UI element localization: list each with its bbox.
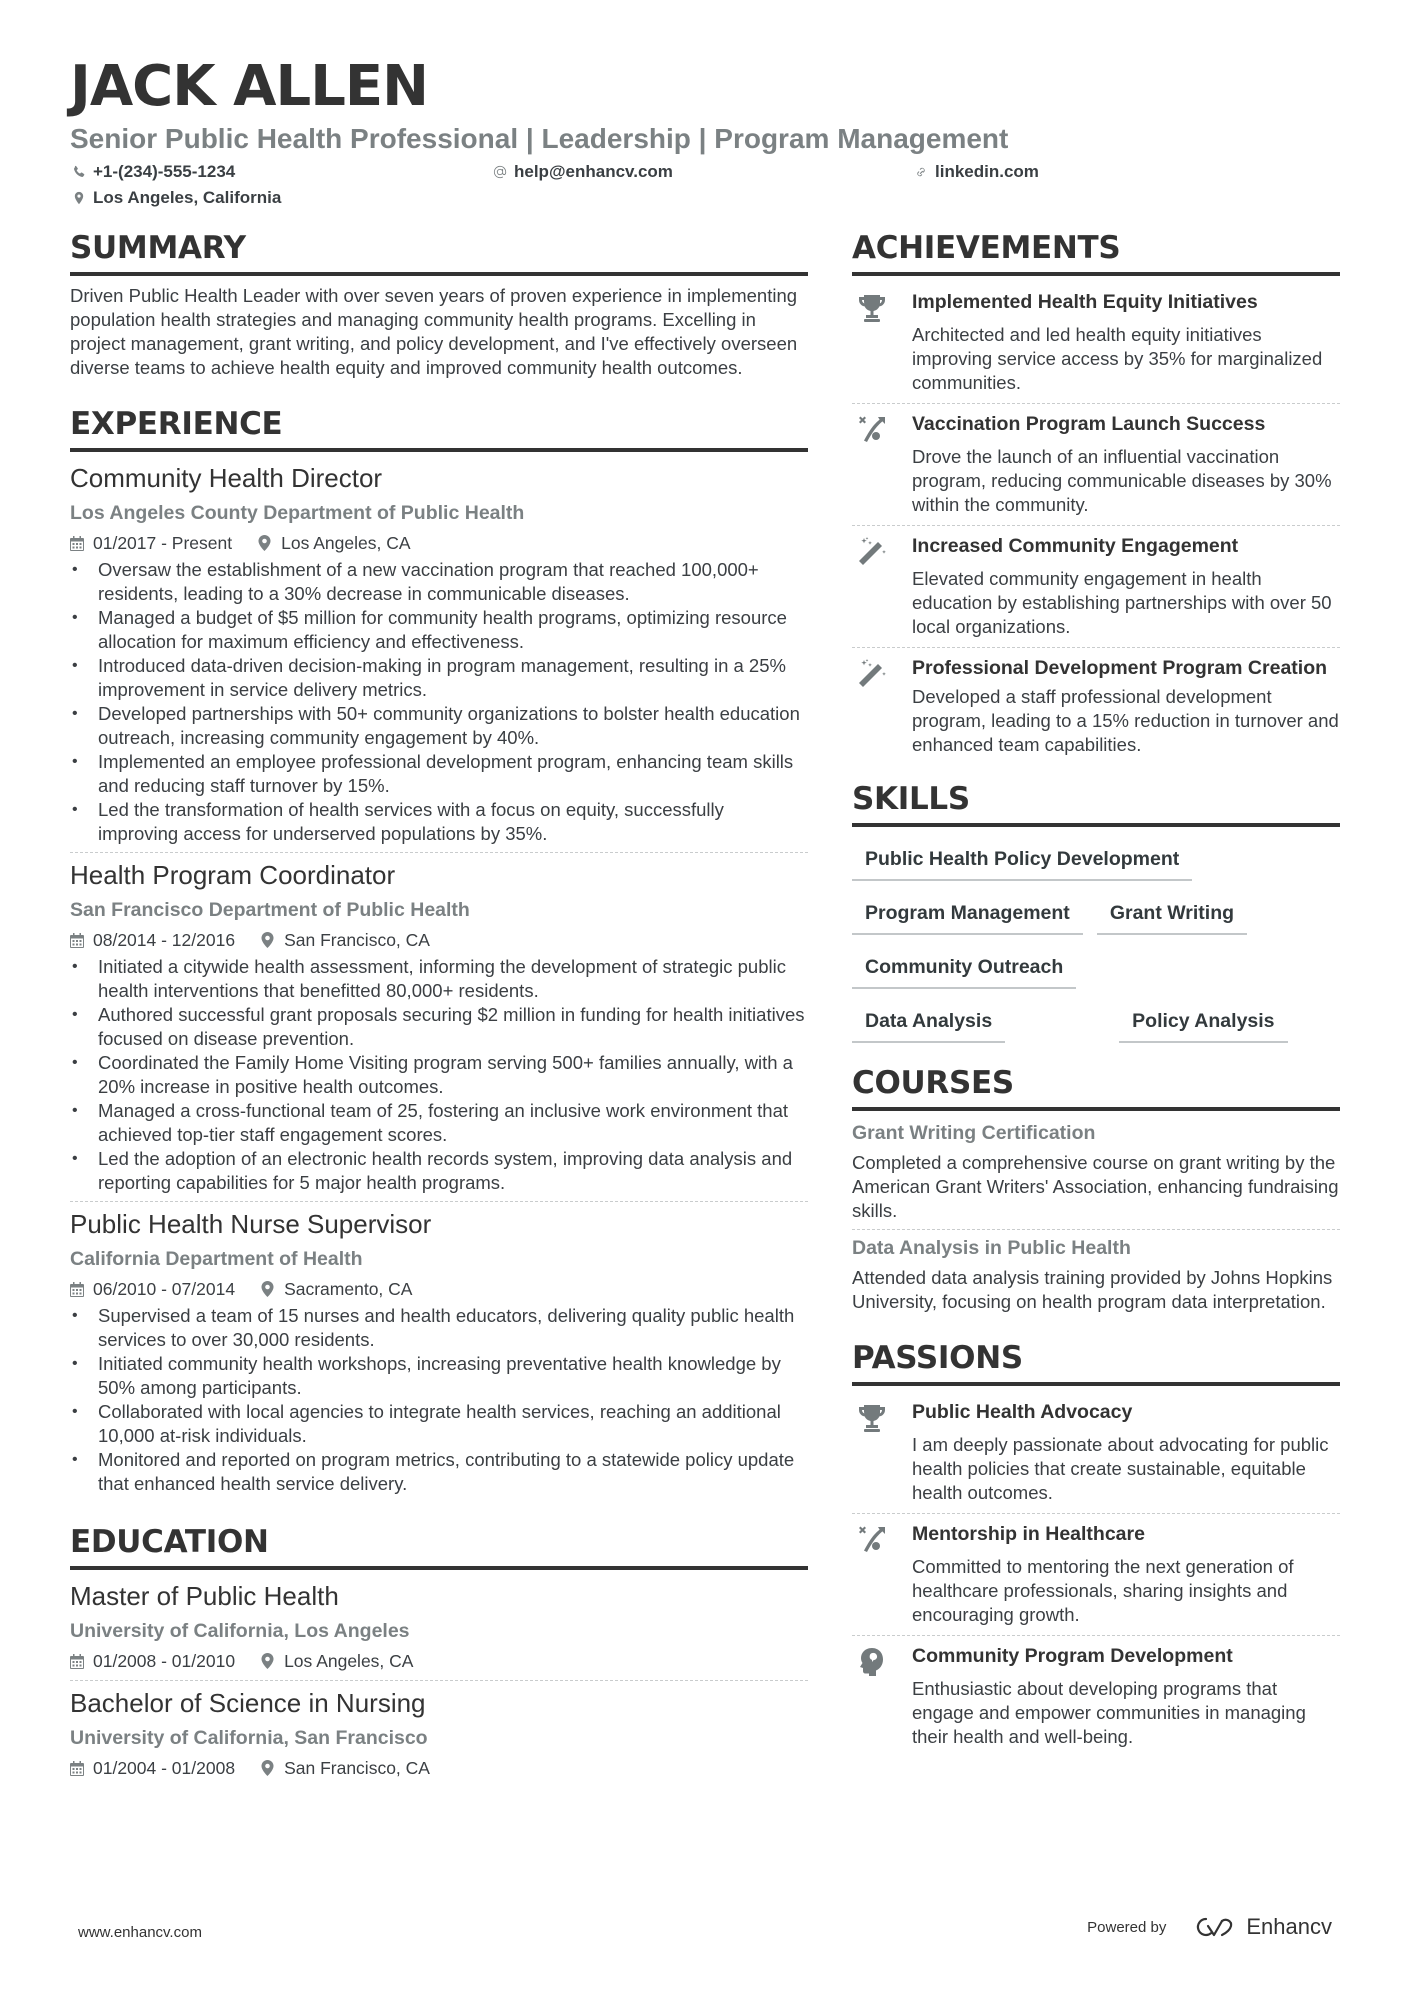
entry-separator [70,852,808,853]
contact-location-text: Los Angeles, California [93,188,282,207]
summary-section [70,228,808,380]
entry-separator [852,525,1340,526]
skills-section [852,779,1340,1043]
strategy-icon [856,414,888,446]
contact-email[interactable] [493,160,673,184]
contact-phone-text: +1-(234)-555-1234 [93,162,236,181]
job-location [261,927,430,953]
section-title-passions: PASSIONS [852,1340,1023,1376]
achievement-item [852,406,1340,523]
footer-website[interactable]: www.enhancv.com [78,1924,202,1941]
job-bullet: • Authored successful grant proposals securing $2 million in funding for health initiatives focused on disease prevention. [70,1003,808,1051]
map-pin-icon [261,1760,274,1776]
contact-linkedin-text: linkedin.com [935,162,1039,181]
contact-linkedin[interactable] [914,160,1039,184]
job-dates: 01/2017 - Present [93,533,233,553]
job-title: Community Health Director [70,463,383,493]
job-company: Los Angeles County Department of Public Health [70,502,525,524]
achievement-item [852,284,1340,401]
job-title: Health Program Coordinator [70,860,396,890]
trophy-icon [856,292,888,324]
section-title-courses: COURSES [852,1065,1014,1101]
experience-entry [70,857,808,1195]
link-icon [914,165,928,179]
job-meta [70,530,808,556]
education-location-text: Los Angeles, CA [284,1651,414,1671]
brand-logo[interactable] [1192,1914,1332,1940]
enhancv-logo-icon [1192,1915,1236,1939]
section-divider [70,1566,808,1570]
achievements-section [852,228,1340,763]
passion-title: Community Program Development [912,1645,1233,1667]
brand-name: Enhancv [1246,1914,1332,1939]
experience-entry [70,1206,808,1496]
section-divider [852,823,1340,827]
map-pin-icon [258,535,271,551]
education-dates: 01/2008 - 01/2010 [93,1651,236,1671]
job-bullet: • Initiated a citywide health assessment, informing the development of strategic public health interventions that benefitted 80,000+ residents. [70,955,808,1003]
skill-tag: Program Management [852,895,1083,935]
job-dates: 08/2014 - 12/2016 [93,930,236,950]
job-bullet: • Led the transformation of health services with a focus on equity, successfully improving access for underserved populations by 35%. [70,798,808,846]
contact-phone [72,160,235,184]
passion-description: Enthusiastic about developing programs that engage and empower communities in managing their health and well-being. [912,1678,1306,1747]
job-meta [70,927,808,953]
job-bullets [70,955,808,1195]
job-company: San Francisco Department of Public Health [70,899,470,921]
entry-separator [852,647,1340,648]
job-bullet: • Monitored and reported on program metrics, contributing to a statewide policy update that enhanced health service delivery. [70,1448,808,1496]
job-meta [70,1276,808,1302]
right-column [852,228,1340,1755]
section-divider [70,448,808,452]
job-bullet: • Coordinated the Family Home Visiting program serving 500+ families annually, with a 20% increase in positive health outcomes. [70,1051,808,1099]
contact-location [72,186,281,210]
passion-description: I am deeply passionate about advocating for public health policies that create sustainable, equitable health outcomes. [912,1434,1329,1503]
entry-separator [852,1513,1340,1514]
entry-separator [852,403,1340,404]
education-section [70,1522,808,1781]
job-title: Public Health Nurse Supervisor [70,1209,432,1239]
passion-item [852,1394,1340,1511]
achievement-title: Implemented Health Equity Initiatives [912,291,1258,313]
education-location [261,1755,430,1781]
job-bullets [70,558,808,846]
job-company: California Department of Health [70,1248,363,1270]
job-bullet: • Initiated community health workshops, increasing preventative health knowledge by 50% among participants. [70,1352,808,1400]
skills-list [852,835,1340,1043]
education-location-text: San Francisco, CA [284,1758,430,1778]
job-location-text: Los Angeles, CA [281,533,411,553]
education-entry [70,1685,808,1781]
section-title-skills: SKILLS [852,781,970,817]
section-divider [70,272,808,276]
calendar-icon [70,1282,84,1297]
section-divider [852,272,1340,276]
section-title-experience: EXPERIENCE [70,406,283,442]
section-title-education: EDUCATION [70,1524,269,1560]
job-location-text: Sacramento, CA [284,1279,413,1299]
course-description: Completed a comprehensive course on grant writing by the American Grant Writers' Association, enhancing fundraising skills. [852,1152,1339,1221]
phone-icon [72,165,86,179]
summary-text: Driven Public Health Leader with over seven years of proven experience in implementing population health strategies and managing community health programs. Excelling in project management, grant writing, and policy development, and I've effectively overseen diverse teams to achieve health equity and improved community health outcomes. [70,285,798,378]
footer-branding [1087,1914,1332,1940]
course-item [852,1234,1340,1314]
contact-info [70,160,1350,216]
skill-tag: Data Analysis [852,1003,1005,1043]
candidate-name: JACK ALLEN [70,54,428,119]
magic-wand-icon [856,658,888,690]
passion-item [852,1516,1340,1633]
job-location-text: San Francisco, CA [284,930,430,950]
school-name: University of California, Los Angeles [70,1620,410,1642]
calendar-icon [70,1761,84,1776]
course-title: Grant Writing Certification [852,1122,1096,1144]
calendar-icon [70,1654,84,1669]
job-bullet: • Developed partnerships with 50+ community organizations to bolster health education outreach, increasing community engagement by 40%. [70,702,808,750]
course-item [852,1119,1340,1223]
entry-separator [852,1229,1340,1230]
job-bullet: • Managed a budget of $5 million for community health programs, optimizing resource allocation for maximum efficiency and effectiveness. [70,606,808,654]
resume-header [70,54,1350,216]
head-brain-icon [856,1646,888,1678]
job-location [258,530,410,556]
passion-item [852,1638,1340,1755]
trophy-icon [856,1402,888,1434]
skill-tag: Public Health Policy Development [852,841,1192,881]
achievement-description: Drove the launch of an influential vaccination program, reducing communicable diseases by 30% within the community. [912,446,1332,515]
passion-title: Mentorship in Healthcare [912,1523,1145,1545]
achievement-title: Professional Development Program Creation [912,657,1328,679]
experience-entry [70,460,808,846]
job-bullet: • Oversaw the establishment of a new vaccination program that reached 100,000+ residents, leading to a 30% decrease in communicable diseases. [70,558,808,606]
job-bullet: • Managed a cross-functional team of 25, fostering an inclusive work environment that achieved top-tier staff engagement scores. [70,1099,808,1147]
job-bullets [70,1304,808,1496]
skill-tag: Grant Writing [1097,895,1247,935]
job-bullet: • Led the adoption of an electronic health records system, improving data analysis and reporting capabilities for 5 major health programs. [70,1147,808,1195]
achievement-description: Architected and led health equity initiatives improving service access by 35% for marginalized communities. [912,324,1323,393]
achievement-description: Developed a staff professional development program, leading to a 15% reduction in turnover and enhanced team capabilities. [912,686,1339,755]
education-dates: 01/2004 - 01/2008 [93,1758,236,1778]
achievement-item [852,528,1340,645]
strategy-icon [856,1524,888,1556]
degree-title: Master of Public Health [70,1581,339,1611]
job-location [261,1276,412,1302]
magic-wand-icon [856,536,888,568]
map-pin-icon [261,1281,274,1297]
achievement-item [852,650,1340,763]
section-divider [852,1382,1340,1386]
entry-separator [852,1635,1340,1636]
achievement-description: Elevated community engagement in health education by establishing partnerships with over 50 local organizations. [912,568,1332,637]
skill-tag: Community Outreach [852,949,1076,989]
achievement-title: Vaccination Program Launch Success [912,413,1266,435]
achievement-title: Increased Community Engagement [912,535,1239,557]
course-title: Data Analysis in Public Health [852,1237,1131,1259]
job-dates: 06/2010 - 07/2014 [93,1279,236,1299]
section-divider [852,1107,1340,1111]
candidate-headline: Senior Public Health Professional | Leadership | Program Management [70,123,1009,154]
skill-tag: Policy Analysis [1119,1003,1287,1043]
map-pin-icon [72,191,86,205]
map-pin-icon [261,1653,274,1669]
map-pin-icon [261,932,274,948]
powered-by-label: Powered by [1087,1918,1167,1936]
job-bullet: • Supervised a team of 15 nurses and health educators, delivering quality public health services to over 30,000 residents. [70,1304,808,1352]
course-description: Attended data analysis training provided by Johns Hopkins University, focusing on health program data interpretation. [852,1267,1333,1312]
section-title-achievements: ACHIEVEMENTS [852,230,1121,266]
degree-title: Bachelor of Science in Nursing [70,1688,426,1718]
job-bullet: • Implemented an employee professional development program, enhancing team skills and reducing staff turnover by 15%. [70,750,808,798]
experience-section [70,404,808,1496]
section-title-summary: SUMMARY [70,230,246,266]
calendar-icon [70,536,84,551]
job-bullet: • Introduced data-driven decision-making in program management, resulting in a 25% improvement in service delivery metrics. [70,654,808,702]
calendar-icon [70,933,84,948]
passion-description: Committed to mentoring the next generation of healthcare professionals, sharing insights and encouraging growth. [912,1556,1294,1625]
courses-section [852,1063,1340,1314]
entry-separator [70,1680,808,1681]
entry-separator [70,1201,808,1202]
left-column [70,228,808,1781]
at-icon [493,165,507,179]
passions-section [852,1338,1340,1755]
contact-email-text: help@enhancv.com [514,162,673,181]
job-bullet: • Collaborated with local agencies to integrate health services, reaching an additional 10,000 at-risk individuals. [70,1400,808,1448]
passion-title: Public Health Advocacy [912,1401,1133,1423]
education-meta [70,1648,808,1674]
education-meta [70,1755,808,1781]
education-entry [70,1578,808,1674]
school-name: University of California, San Francisco [70,1727,428,1749]
education-location [261,1648,413,1674]
